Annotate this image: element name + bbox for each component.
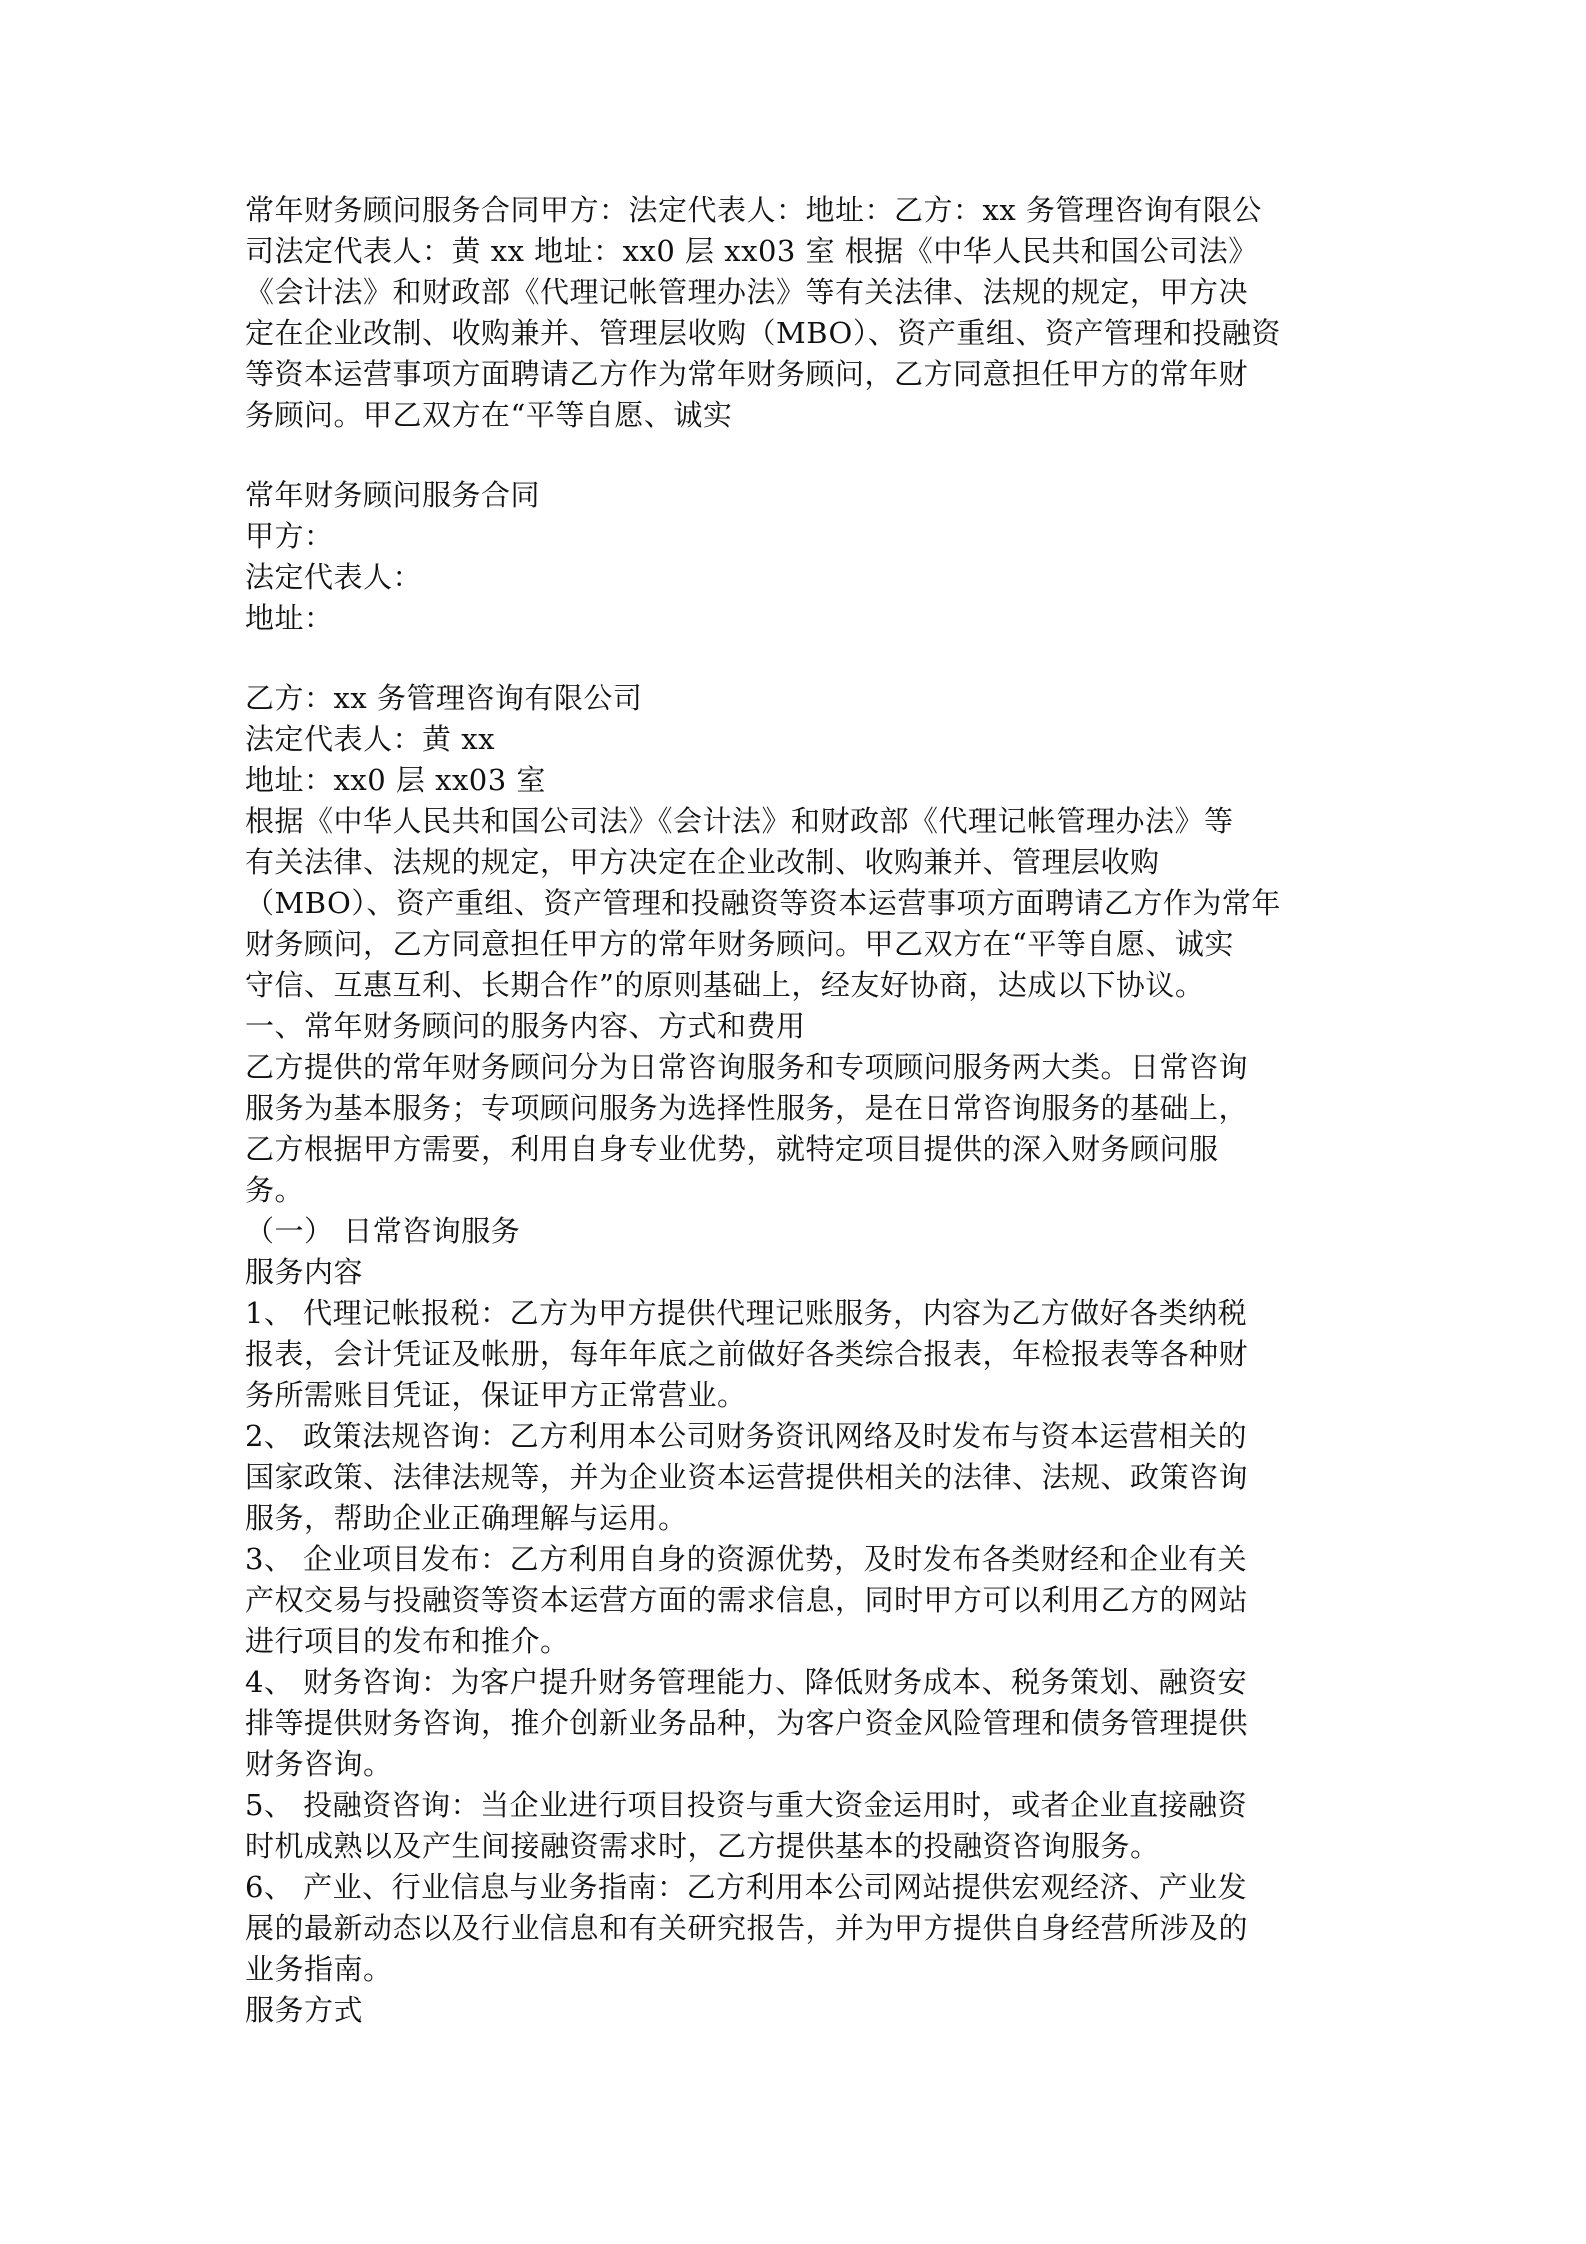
contract-title: 常年财务顾问服务合同 <box>245 478 541 512</box>
party-a-address: 地址： <box>245 601 334 635</box>
list-item: 4、 财务咨询：为客户提升财务管理能力、降低财务成本、税务策划、融资安 <box>245 1665 1248 1699</box>
text-line: 进行项目的发布和推介。 <box>245 1624 570 1658</box>
text-line: 服务，帮助企业正确理解与运用。 <box>245 1501 688 1535</box>
subsection-heading: 服务内容 <box>245 1255 364 1289</box>
text-line: 报表，会计凭证及帐册，每年年底之前做好各类综合报表，年检报表等各种财 <box>245 1337 1249 1371</box>
section-heading: 一、常年财务顾问的服务内容、方式和费用 <box>245 1009 806 1043</box>
list-item: 3、 企业项目发布：乙方利用自身的资源优势，及时发布各类财经和企业有关 <box>245 1542 1248 1576</box>
text-line: 展的最新动态以及行业信息和有关研究报告，并为甲方提供自身经营所涉及的 <box>245 1911 1249 1945</box>
party-a-label: 甲方： <box>245 519 334 553</box>
text-line: 乙方根据甲方需要，利用自身专业优势，就特定项目提供的深入财务顾问服 <box>245 1132 1219 1166</box>
text-line: 业务指南。 <box>245 1952 393 1986</box>
text-line: 时机成熟以及产生间接融资需求时，乙方提供基本的投融资咨询服务。 <box>245 1829 1160 1863</box>
subsection-heading: 服务方式 <box>245 1993 364 2027</box>
intro-paragraph <box>245 190 1355 436</box>
text-line: 根据《中华人民共和国公司法》《会计法》和财政部《代理记帐管理办法》等 <box>245 804 1234 838</box>
text-line: 常年财务顾问服务合同甲方：法定代表人：地址：乙方：xx 务管理咨询有限公 <box>245 193 1262 227</box>
text-line: 《会计法》和财政部《代理记帐管理办法》等有关法律、法规的规定，甲方决 <box>245 275 1249 309</box>
paragraph-gap <box>245 639 1355 678</box>
list-item: 2、 政策法规咨询：乙方利用本公司财务资讯网络及时发布与资本运营相关的 <box>245 1419 1248 1453</box>
text-line: 财务顾问，乙方同意担任甲方的常年财务顾问。甲乙双方在“平等自愿、诚实 <box>245 927 1234 961</box>
text-line: 乙方提供的常年财务顾问分为日常咨询服务和专项顾问服务两大类。日常咨询 <box>245 1050 1249 1084</box>
text-line: 司法定代表人：黄 xx 地址：xx0 层 xx03 室 根据《中华人民共和国公司法》 <box>245 234 1258 268</box>
party-b-address: 地址：xx0 层 xx03 室 <box>245 763 546 797</box>
text-line: 务。 <box>245 1173 305 1207</box>
text-line: 排等提供财务咨询，推介创新业务品种，为客户资金风险管理和债务管理提供 <box>245 1706 1249 1740</box>
text-line: 等资本运营事项方面聘请乙方作为常年财务顾问，乙方同意担任甲方的常年财 <box>245 357 1249 391</box>
text-line: 定在企业改制、收购兼并、管理层收购（MBO）、资产重组、资产管理和投融资 <box>245 316 1281 350</box>
paragraph-gap <box>245 436 1355 475</box>
text-line: 务所需账目凭证，保证甲方正常营业。 <box>245 1378 747 1412</box>
party-b-representative: 法定代表人：黄 xx <box>245 722 495 756</box>
text-line: 守信、互惠互利、长期合作”的原则基础上，经友好协商，达成以下协议。 <box>245 968 1205 1002</box>
text-line: 服务为基本服务；专项顾问服务为选择性服务，是在日常咨询服务的基础上， <box>245 1091 1249 1125</box>
party-b-label: 乙方：xx 务管理咨询有限公司 <box>245 681 643 715</box>
list-item: 1、 代理记帐报税：乙方为甲方提供代理记账服务，内容为乙方做好各类纳税 <box>245 1296 1248 1330</box>
party-a-block <box>245 475 1355 639</box>
subsection-heading: （一） 日常咨询服务 <box>245 1214 521 1248</box>
text-line: （MBO）、资产重组、资产管理和投融资等资本运营事项方面聘请乙方作为常年 <box>245 886 1281 920</box>
list-item: 6、 产业、行业信息与业务指南：乙方利用本公司网站提供宏观经济、产业发 <box>245 1870 1248 1904</box>
contract-body <box>245 678 1355 2031</box>
party-a-representative: 法定代表人： <box>245 560 423 594</box>
text-line: 国家政策、法律法规等，并为企业资本运营提供相关的法律、法规、政策咨询 <box>245 1460 1249 1494</box>
text-line: 务顾问。甲乙双方在“平等自愿、诚实 <box>245 398 733 432</box>
document-body <box>245 190 1355 2031</box>
text-line: 财务咨询。 <box>245 1747 393 1781</box>
list-item: 5、 投融资咨询：当企业进行项目投资与重大资金运用时，或者企业直接融资 <box>245 1788 1248 1822</box>
text-line: 产权交易与投融资等资本运营方面的需求信息，同时甲方可以利用乙方的网站 <box>245 1583 1249 1617</box>
text-line: 有关法律、法规的规定，甲方决定在企业改制、收购兼并、管理层收购 <box>245 845 1160 879</box>
